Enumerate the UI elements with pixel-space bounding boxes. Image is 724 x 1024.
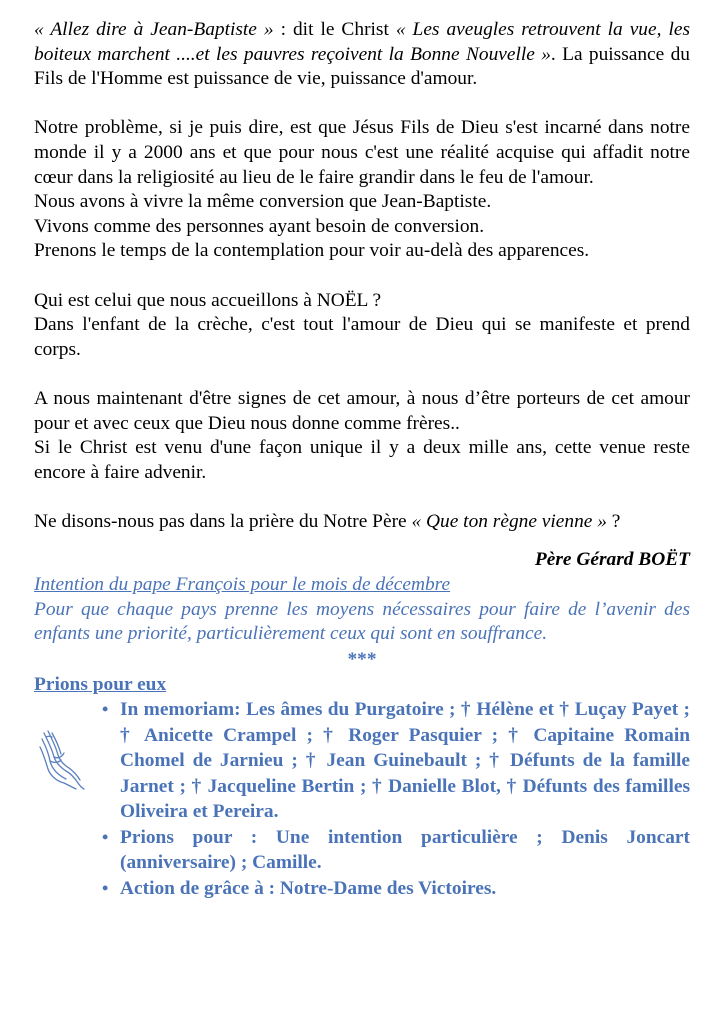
text-dit-le-christ: : dit le Christ <box>273 19 396 40</box>
paragraph-notre-pere <box>34 510 690 535</box>
paragraph-creche: Dans l'enfant de la crèche, c'est tout l'amour de Dieu qui se manifeste et prend corps. <box>34 314 690 360</box>
quote-jean-baptiste: « Allez dire à Jean-Baptiste » <box>34 19 274 40</box>
signature: Père Gérard BOËT <box>534 549 690 571</box>
paragraph-venue: Si le Christ est venu d'une façon unique il y a deux mille ans, cette venue reste encore à faire advenir. <box>34 437 690 483</box>
prayer-in-memoriam: In memoriam: Les âmes du Purgatoire ; † Hélène et † Luçay Payet ; † Anicette Crampel ; † Roger Pasquier ; † Capitaine Romain Chomel de Jarnieu ; † Jean Guinebault ; † Défunts de la famille Jarnet ; † Jacqueline Bertin ; † Danielle Blot, † Défunts des familles Oliveira et Pereira. <box>120 699 690 823</box>
prayers-section <box>34 697 690 901</box>
intention-title: Intention du pape François pour le mois de décembre <box>34 574 451 596</box>
quote-aveugles: « Les aveugles retrouvent la vue, les boiteux marchent ....et les pauvres reçoivent la Bonne Nouvelle » <box>34 19 690 65</box>
intention-body: Pour que chaque pays prenne les moyens nécessaires pour faire de l’avenir des enfants une priorité, particulièrement ceux qui sont en souffrance. <box>34 598 690 645</box>
prayers-title: Prions pour eux <box>34 673 167 695</box>
prayer-action-de-grace: Action de grâce à : Notre-Dame des Victoires. <box>120 877 497 899</box>
text-notre-pere-lead: Ne disons-nous pas dans la prière du Notre Père <box>34 510 412 532</box>
paragraph-contemplation: Prenons le temps de la contemplation pour voir au-delà des apparences. <box>34 240 590 262</box>
paragraph-incarnation: Notre problème, si je puis dire, est que Jésus Fils de Dieu s'est incarné dans notre monde il y a 2000 ans et que pour nous c'est une réalité acquise qui affadit notre cœur dans la religiosité au lieu de le faire grandir dans le feu de l'amour. <box>34 117 690 188</box>
list-item <box>102 825 690 876</box>
prayers-list <box>34 697 690 901</box>
separator-stars: *** <box>347 648 377 670</box>
list-item <box>102 876 690 902</box>
paragraph-conversion-2: Vivons comme des personnes ayant besoin de conversion. <box>34 215 485 237</box>
paragraph-signes-amour: A nous maintenant d'être signes de cet amour, à nous d’être porteurs de cet amour pour et avec ceux que Dieu nous donne comme frères.. <box>34 387 690 434</box>
paragraph-gap <box>34 264 690 289</box>
bullet-icon: • <box>102 877 109 898</box>
list-item <box>102 697 690 825</box>
paragraph-gap <box>34 362 690 387</box>
document-page <box>34 18 690 901</box>
prayer-intentions: Prions pour : Une intention particulière ; Denis Joncart (anniversaire) ; Camille. <box>120 826 690 874</box>
text-puissance: . La puissance du Fils de l'Homme est puissance de vie, puissance d'amour. <box>34 43 691 90</box>
paragraph-noel-question: Qui est celui que nous accueillons à NOËL ? <box>34 289 382 311</box>
paragraph-gap <box>34 92 690 117</box>
paragraph-conversion-1: Nous avons à vivre la même conversion que Jean-Baptiste. <box>34 191 492 213</box>
paragraph-gospel-quote <box>34 18 690 92</box>
bullet-icon: • <box>102 699 109 720</box>
text-question-mark: ? <box>606 510 621 532</box>
quote-regne: « Que ton règne vienne » <box>411 510 607 532</box>
bullet-icon: • <box>102 826 109 847</box>
paragraph-gap <box>34 485 690 510</box>
